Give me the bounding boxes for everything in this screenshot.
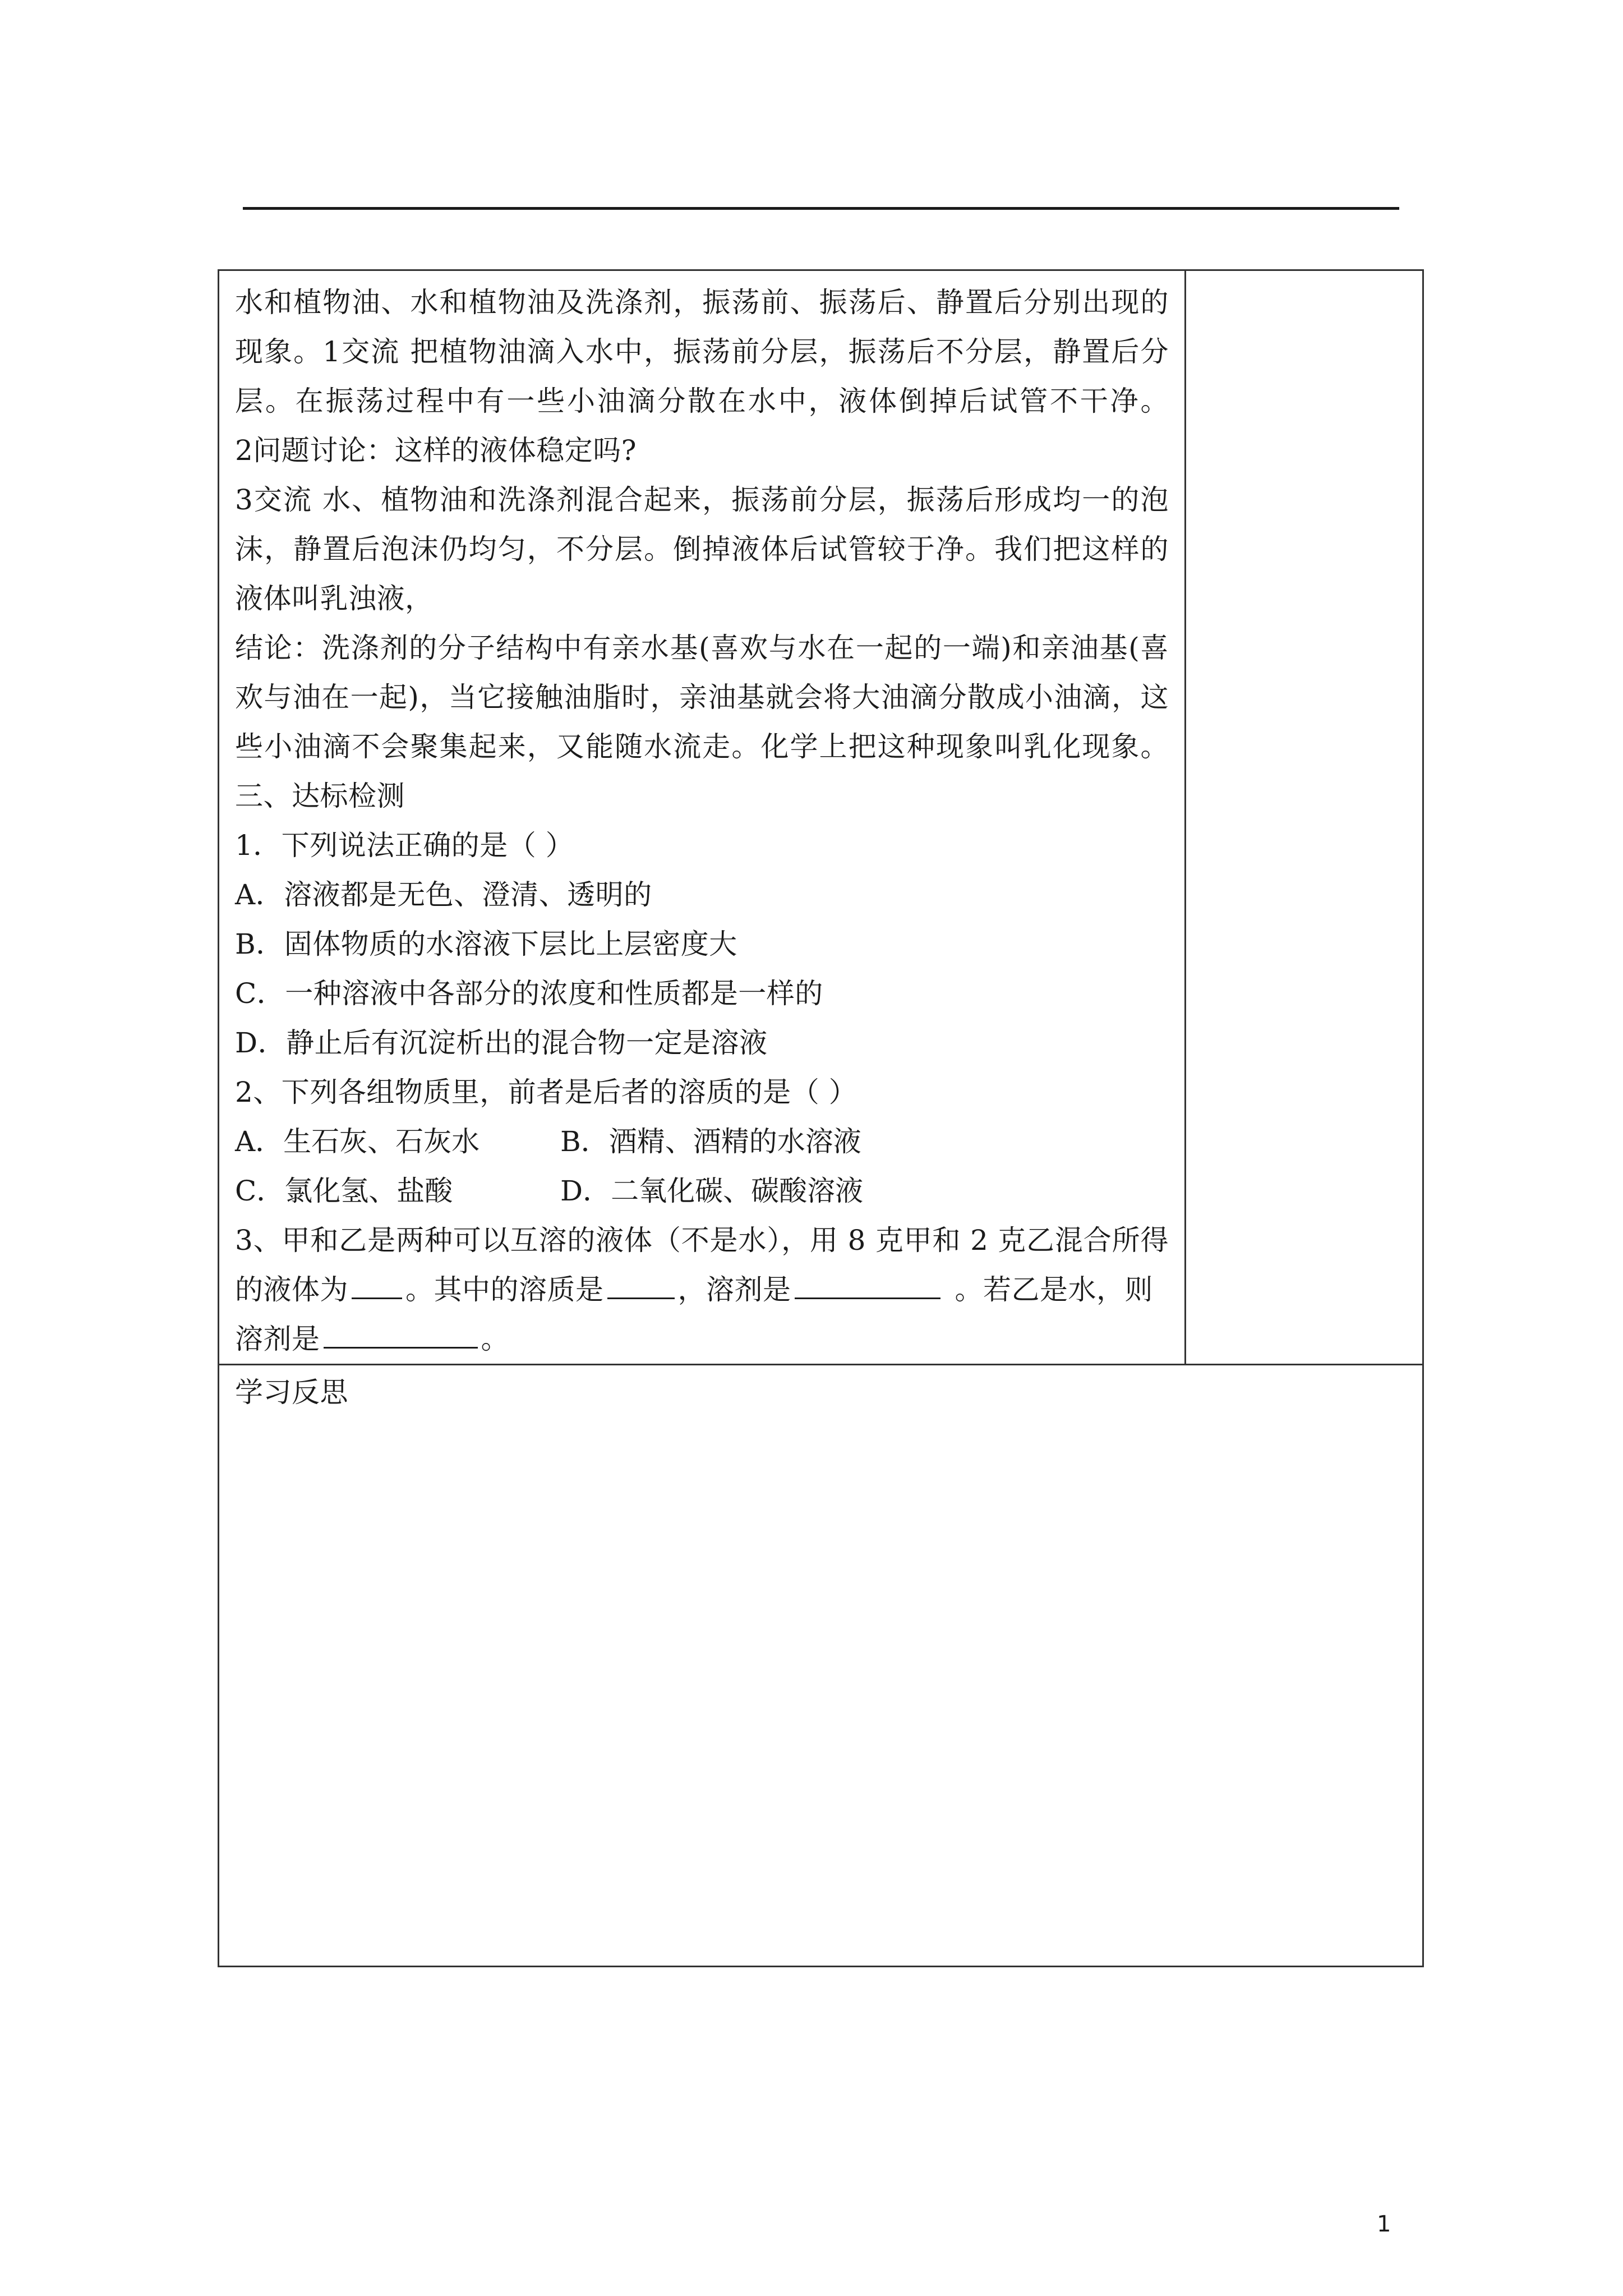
question3-text: 。 — [481, 1323, 509, 1355]
worksheet-table — [218, 269, 1424, 1967]
content-row — [219, 271, 1422, 1365]
question3-text: ，溶剂是 — [677, 1273, 791, 1306]
text-line: 水和植物油、水和植物油及洗涤剂，振荡前、振荡后、静置后分别出现的 — [235, 286, 1169, 319]
question2-option-d: D．二氧化碳、碳酸溶液 — [560, 1175, 864, 1207]
reflection-row — [219, 1365, 1422, 1967]
section-heading: 三、达标检测 — [235, 780, 405, 812]
question2-stem: 2、下列各组物质里，前者是后者的溶质的是（ ） — [235, 1076, 857, 1108]
text-line: 结论：洗涤剂的分子结构中有亲水基(喜欢与水在一起的一端)和亲油基(喜 — [235, 632, 1169, 664]
question1-option-a: A．溶液都是无色、澄清、透明的 — [235, 878, 652, 911]
text-line: 3交流 水、植物油和洗涤剂混合起来，振荡前分层，振荡后形成均一的泡 — [235, 484, 1169, 516]
question1-option-d: D．静止后有沉淀析出的混合物一定是溶液 — [235, 1027, 768, 1059]
answer-blank[interactable] — [607, 1272, 675, 1299]
question3-text: 溶剂是 — [235, 1323, 320, 1355]
question2-option-a: A．生石灰、石灰水 — [235, 1125, 480, 1158]
answer-blank[interactable] — [324, 1322, 478, 1349]
text-line: 液体叫乳浊液， — [235, 582, 434, 615]
question2-options-row — [235, 1166, 1169, 1216]
notes-cell — [1186, 271, 1422, 1364]
reflection-label: 学习反思 — [235, 1376, 348, 1409]
text-line: 层。在振荡过程中有一些小油滴分散在水中，液体倒掉后试管不干净。 — [235, 385, 1169, 417]
question3-line — [235, 1314, 1169, 1364]
question2-option-b: B．酒精、酒精的水溶液 — [560, 1125, 861, 1158]
text-line: 现象。1交流 把植物油滴入水中，振荡前分层，振荡后不分层，静置后分 — [235, 335, 1169, 368]
question3-text: 。其中的溶质是 — [405, 1273, 604, 1306]
page-number: 1 — [1377, 2211, 1391, 2237]
question2-options-row — [235, 1117, 1169, 1166]
question3-line: 3、甲和乙是两种可以互溶的液体（不是水），用 8 克甲和 2 克乙混合所得 — [235, 1224, 1169, 1257]
question3-text: 。若乙是水，则 — [955, 1273, 1153, 1306]
question1-option-b: B．固体物质的水溶液下层比上层密度大 — [235, 928, 737, 960]
question2-option-c: C．氯化氢、盐酸 — [235, 1175, 453, 1207]
question3-text: 的液体为 — [235, 1273, 348, 1306]
content-cell — [219, 271, 1186, 1364]
text-line: 沫，静置后泡沫仍均匀，不分层。倒掉液体后试管较于净。我们把这样的 — [235, 533, 1169, 565]
text-line: 2问题讨论：这样的液体稳定吗? — [235, 434, 637, 467]
question1-stem: 1．下列说法正确的是（ ） — [235, 829, 574, 862]
answer-blank[interactable] — [795, 1272, 940, 1299]
question1-option-c: C．一种溶液中各部分的浓度和性质都是一样的 — [235, 977, 823, 1010]
text-line: 欢与油在一起)，当它接触油脂时，亲油基就会将大油滴分散成小油滴，这 — [235, 681, 1169, 714]
header-rule — [243, 207, 1399, 210]
question3-line — [235, 1265, 1169, 1314]
answer-blank[interactable] — [352, 1272, 402, 1299]
text-line: 些小油滴不会聚集起来，又能随水流走。化学上把这种现象叫乳化现象。 — [235, 730, 1169, 763]
